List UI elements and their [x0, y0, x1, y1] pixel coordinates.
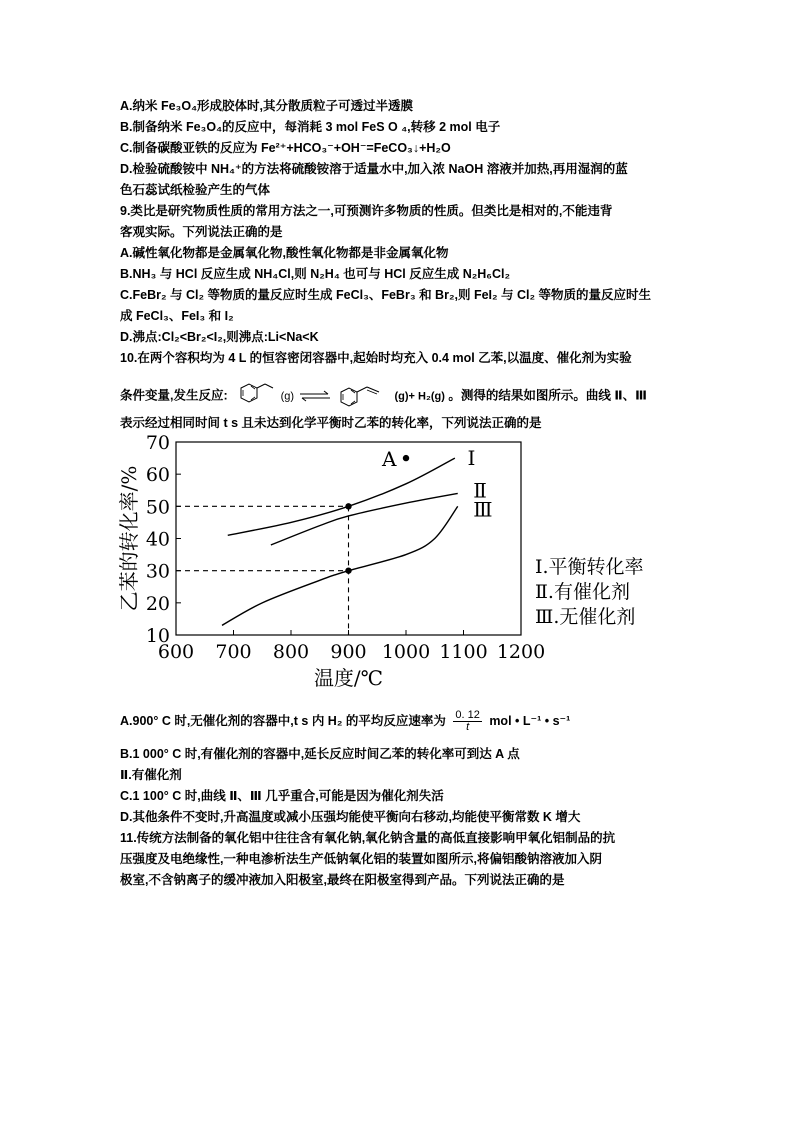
fraction-numerator: 0. 12: [455, 709, 480, 721]
legend-item-equilibrium: Ⅰ.平衡转化率: [535, 556, 644, 578]
x-tick-label: 1200: [496, 641, 546, 663]
q11-stem-2: 压强度及电绝缘性,一种电渗析法生产低钠氧化铝的装置如图所示,将偏铝酸钠溶液加入阴: [120, 852, 602, 866]
x-tick-label: 1000: [381, 641, 431, 663]
q10-option-b-extra: Ⅱ.有催化剂: [120, 768, 182, 782]
y-tick-label: 70: [145, 432, 170, 454]
q9-option-d: D.沸点:Cl₂<Br₂<I₂,则沸点:Li<Na<K: [120, 330, 319, 344]
rate-fraction: [453, 710, 481, 733]
y-tick-label: 10: [145, 625, 170, 647]
series-line-3: [222, 506, 458, 625]
point-label-A: A: [382, 447, 397, 472]
q9-option-c: C.FeBr₂ 与 Cl₂ 等物质的量反应时生成 FeCl₃、FeBr₃ 和 Br₂,则 FeI₂ 与 Cl₂ 等物质的量反应时生: [120, 288, 652, 302]
series-label-2: Ⅱ: [473, 478, 487, 503]
chart-legend: [535, 555, 644, 630]
products: (g)+ H₂(g): [394, 390, 445, 403]
x-tick-label: 700: [215, 641, 252, 663]
q10-option-c: C.1 100° C 时,曲线 Ⅱ、Ⅲ 几乎重合,可能是因为催化剂失活: [120, 789, 444, 803]
q10-reaction-line: [120, 380, 647, 412]
x-axis-label: 温度/℃: [313, 666, 384, 690]
legend-item-no-catalyst: Ⅲ.无催化剂: [535, 606, 636, 628]
q8-option-d-cont: 色石蕊试纸检验产生的气体: [120, 183, 271, 197]
x-tick-label: 600: [157, 641, 195, 663]
q9-option-b: B.NH₃ 与 HCl 反应生成 NH₄Cl,则 N₂H₄ 也可与 HCl 反应生成 N₂H₆Cl₂: [120, 267, 511, 281]
series-line-1: [228, 458, 455, 535]
data-point-3: [345, 567, 351, 573]
y-tick-label: 60: [145, 464, 170, 487]
q8-option-d: D.检验硫酸铵中 NH₄⁺的方法将硫酸铵溶于适量水中,加入浓 NaOH 溶液并加热,再用湿润的蓝: [120, 162, 628, 176]
q10-stem-cont: 表示经过相同时间 t s 且未达到化学平衡时乙苯的转化率，下列说法正确的是: [120, 416, 542, 430]
y-axis-label: 乙苯的转化率/%: [117, 465, 141, 612]
reactant-state: (g): [280, 390, 295, 403]
y-tick-label: 30: [145, 560, 170, 583]
legend-item-catalyst: Ⅱ.有催化剂: [535, 581, 630, 603]
ethylbenzene-structure-icon: [231, 380, 277, 412]
q8-option-c: C.制备碳酸亚铁的反应为 Fe²⁺+HCO₃⁻+OH⁻=FeCO₃↓+H₂O: [120, 141, 451, 155]
x-tick-label: 1100: [439, 641, 488, 663]
reaction-prefix: 条件变量,发生反应:: [120, 388, 228, 403]
rate-unit: mol • L⁻¹ • s⁻¹: [489, 713, 571, 728]
fraction-denominator: t: [466, 721, 470, 733]
q8-option-b: B.制备纳米 Fe₃O₄的反应中，每消耗 3 mol FeS O ₄,转移 2 mol 电子: [120, 120, 501, 134]
data-point-1: [403, 455, 409, 461]
styrene-structure-icon: [335, 380, 391, 412]
y-tick-label: 40: [145, 528, 170, 551]
data-point-2: [345, 503, 351, 509]
reaction-suffix: 。测得的结果如图所示。曲线 Ⅱ、Ⅲ: [448, 388, 647, 403]
equilibrium-arrow-icon: [298, 389, 332, 403]
y-tick-label: 50: [145, 496, 170, 519]
q10-option-b: B.1 000° C 时,有催化剂的容器中,延长反应时间乙苯的转化率可到达 A 点: [120, 747, 520, 761]
q9-stem-cont: 客观实际。下列说法正确的是: [120, 225, 283, 239]
q10-option-a: [120, 710, 570, 733]
q10-stem: 10.在两个容积均为 4 L 的恒容密闭容器中,起始时均充入 0.4 mol 乙苯,以温度、催化剂为实验: [120, 351, 632, 365]
x-tick-label: 900: [330, 641, 367, 663]
q9-option-a: A.碱性氧化物都是金属氧化物,酸性氧化物都是非金属氧化物: [120, 246, 449, 260]
q9-stem: 9.类比是研究物质性质的常用方法之一,可预测许多物质的性质。但类比是相对的,不能违背: [120, 204, 613, 218]
x-tick-label: 800: [272, 641, 310, 663]
series-label-1: Ⅰ: [467, 446, 476, 471]
q9-option-c-cont: 成 FeCl₃、FeI₃ 和 I₂: [120, 309, 234, 323]
series-label-3: Ⅲ: [473, 497, 493, 522]
q10-option-a-text: A.900° C 时,无催化剂的容器中,t s 内 H₂ 的平均反应速率为: [120, 713, 446, 728]
q8-option-a: A.纳米 Fe₃O₄形成胶体时,其分散质粒子可透过半透膜: [120, 99, 413, 113]
y-tick-label: 20: [145, 592, 170, 615]
q10-option-d: D.其他条件不变时,升高温度或减小压强均能使平衡向右移动,均能使平衡常数 K 增大: [120, 810, 581, 824]
q11-stem-3: 极室,不含钠离子的缓冲液加入阳极室,最终在阳极室得到产品。下列说法正确的是: [120, 873, 565, 887]
q11-stem-1: 11.传统方法制备的氧化铝中往往含有氧化钠,氧化钠含量的高低直接影响甲氧化铝制品的抗: [120, 831, 616, 845]
